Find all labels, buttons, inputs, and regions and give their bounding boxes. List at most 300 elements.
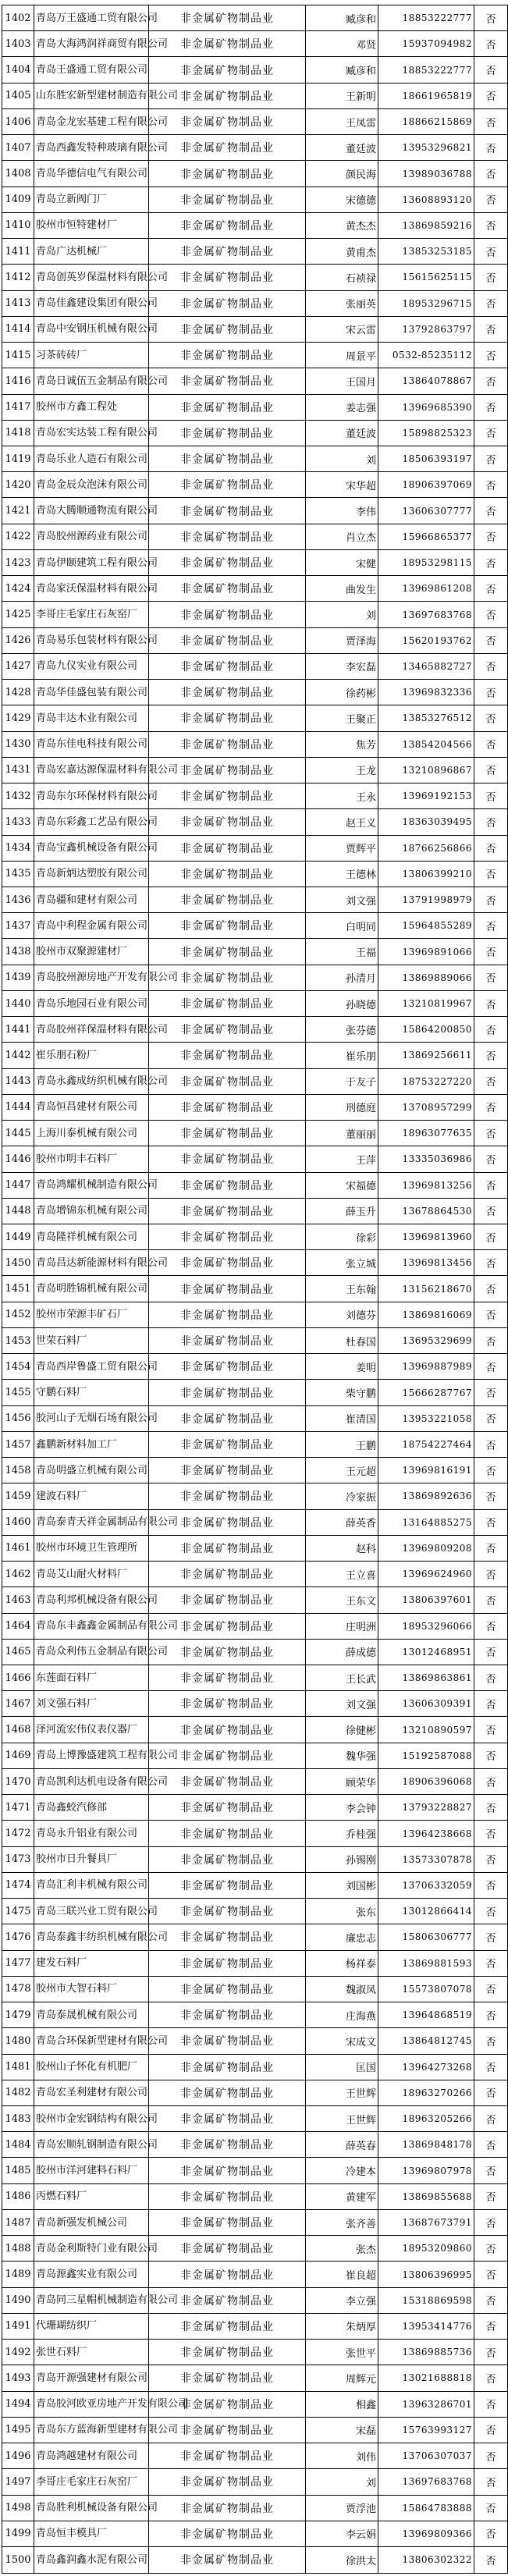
table-row — [2, 835, 508, 861]
contact-person: 王世辉 — [306, 2080, 378, 2105]
contact-phone: 15615625115 — [378, 265, 474, 290]
industry-category: 非金属矿物制品业 — [149, 239, 306, 265]
company-name: 青岛恒丰模具厂 — [34, 2521, 149, 2546]
industry-category: 非金属矿物制品业 — [149, 990, 306, 1016]
company-name: 胶州市金宏钢结构有限公司 — [34, 2105, 149, 2131]
contact-person: 董廷波 — [306, 135, 378, 161]
row-number: 1457 — [2, 1431, 34, 1457]
row-number: 1487 — [2, 2209, 34, 2235]
contact-person: 刘 — [306, 602, 378, 627]
table-row — [2, 420, 508, 446]
status-flag: 否 — [474, 2287, 508, 2313]
industry-category: 非金属矿物制品业 — [149, 1743, 306, 1768]
table-row — [2, 1872, 508, 1898]
contact-person: 肖立杰 — [306, 524, 378, 549]
industry-category: 非金属矿物制品业 — [149, 2105, 306, 2131]
company-name: 青岛明盛立机械有限公司 — [34, 1458, 149, 1483]
table-row — [2, 187, 508, 212]
contact-phone: 13806397601 — [378, 1587, 474, 1613]
industry-category: 非金属矿物制品业 — [149, 187, 306, 212]
table-body — [2, 5, 508, 2574]
contact-person: 孙清月 — [306, 965, 378, 990]
company-name: 青岛源鑫实业有限公司 — [34, 2262, 149, 2287]
contact-phone: 13012866414 — [378, 1899, 474, 1924]
contact-phone: 13953296821 — [378, 135, 474, 161]
industry-category: 非金属矿物制品业 — [149, 1872, 306, 1898]
company-name: 青岛昌达新能源材料有限公司 — [34, 1250, 149, 1276]
company-name: 青岛佳鑫建设集团有限公司 — [34, 290, 149, 316]
contact-phone: 13806302322 — [378, 2546, 474, 2573]
row-number: 1430 — [2, 731, 34, 757]
contact-phone: 13853253185 — [378, 239, 474, 265]
industry-category: 非金属矿物制品业 — [149, 2417, 306, 2443]
contact-phone: 13969685390 — [378, 394, 474, 420]
row-number: 1465 — [2, 1639, 34, 1665]
row-number: 1417 — [2, 394, 34, 420]
table-row — [2, 1458, 508, 1483]
contact-person: 张丽英 — [306, 290, 378, 316]
table-row — [2, 1043, 508, 1068]
contact-phone: 13869892636 — [378, 1483, 474, 1509]
status-flag: 否 — [474, 2054, 508, 2080]
industry-category: 非金属矿物制品业 — [149, 2495, 306, 2521]
company-name: 青岛鸿耀机械制造有限公司 — [34, 1172, 149, 1198]
table-row — [2, 653, 508, 679]
industry-category: 非金属矿物制品业 — [149, 2262, 306, 2287]
contact-person: 冷家振 — [306, 1483, 378, 1509]
contact-phone: 15966865377 — [378, 524, 474, 549]
contact-person: 黄杰杰 — [306, 212, 378, 238]
company-name: 胶州市荣源丰矿石厂 — [34, 1302, 149, 1327]
status-flag: 否 — [474, 1587, 508, 1613]
status-flag: 否 — [474, 1043, 508, 1068]
industry-category: 非金属矿物制品业 — [149, 1562, 306, 1587]
status-flag: 否 — [474, 1976, 508, 2002]
company-name: 胶州市明丰石料厂 — [34, 1146, 149, 1172]
contact-phone: 13210896867 — [378, 757, 474, 783]
contact-person: 周辉元 — [306, 2365, 378, 2391]
industry-category: 非金属矿物制品业 — [149, 265, 306, 290]
industry-category: 非金属矿物制品业 — [149, 602, 306, 627]
company-name: 李哥庄毛家庄石灰窑厂 — [34, 602, 149, 627]
row-number: 1447 — [2, 1172, 34, 1198]
industry-category: 非金属矿物制品业 — [149, 965, 306, 990]
row-number: 1464 — [2, 1613, 34, 1639]
industry-category: 非金属矿物制品业 — [149, 1509, 306, 1535]
company-name: 青岛凯利达机电设备有限公司 — [34, 1768, 149, 1794]
industry-category: 非金属矿物制品业 — [149, 498, 306, 524]
contact-phone: 13969192153 — [378, 783, 474, 809]
contact-person: 张杰 — [306, 2236, 378, 2262]
contact-phone: 13853276512 — [378, 705, 474, 731]
contact-phone: 13164885275 — [378, 1509, 474, 1535]
industry-category: 非金属矿物制品业 — [149, 1950, 306, 1976]
company-name: 青岛家沃保温材料有限公司 — [34, 576, 149, 602]
row-number: 1425 — [2, 602, 34, 627]
company-name: 青岛恒昌建材有限公司 — [34, 1094, 149, 1120]
company-name: 青岛宏圣利建材有限公司 — [34, 2080, 149, 2105]
contact-phone: 13953414776 — [378, 2313, 474, 2339]
status-flag: 否 — [474, 809, 508, 835]
contact-person: 邓贤 — [306, 31, 378, 57]
contact-phone: 13792863797 — [378, 316, 474, 342]
status-flag: 否 — [474, 705, 508, 731]
table-row — [2, 212, 508, 238]
contact-person: 宋云雷 — [306, 316, 378, 342]
status-flag: 否 — [474, 1380, 508, 1405]
contact-phone: 13608893120 — [378, 187, 474, 212]
industry-category: 非金属矿物制品业 — [149, 1405, 306, 1431]
table-row — [2, 108, 508, 134]
status-flag: 否 — [474, 265, 508, 290]
company-name: 李哥庄毛家庄石灰窑厂 — [34, 2469, 149, 2495]
contact-person: 杨祥泰 — [306, 1950, 378, 1976]
status-flag: 否 — [474, 2105, 508, 2131]
status-flag: 否 — [474, 2340, 508, 2365]
status-flag: 否 — [474, 1872, 508, 1898]
row-number: 1472 — [2, 1821, 34, 1846]
status-flag: 否 — [474, 524, 508, 549]
table-row — [2, 1846, 508, 1872]
contact-phone: 13793228827 — [378, 1795, 474, 1821]
row-number: 1473 — [2, 1846, 34, 1872]
contact-phone: 13156218670 — [378, 1276, 474, 1302]
contact-person: 张齐善 — [306, 2209, 378, 2235]
contact-phone: 15937094982 — [378, 31, 474, 57]
enterprise-table — [2, 5, 508, 2574]
table-row — [2, 135, 508, 161]
status-flag: 否 — [474, 1691, 508, 1717]
row-number: 1493 — [2, 2365, 34, 2391]
contact-person: 宋福德 — [306, 1172, 378, 1198]
row-number: 1498 — [2, 2495, 34, 2521]
status-flag: 否 — [474, 1068, 508, 1094]
table-row — [2, 990, 508, 1016]
company-name: 青岛华德信电气有限公司 — [34, 161, 149, 187]
contact-person: 宋华超 — [306, 472, 378, 498]
status-flag: 否 — [474, 627, 508, 653]
industry-category: 非金属矿物制品业 — [149, 2313, 306, 2339]
company-name: 青岛利邦机械设备有限公司 — [34, 1587, 149, 1613]
company-name: 青岛宏顺轧钢制造有限公司 — [34, 2132, 149, 2158]
table-row — [2, 2495, 508, 2521]
contact-person: 柴守鹏 — [306, 1380, 378, 1405]
status-flag: 否 — [474, 602, 508, 627]
industry-category: 非金属矿物制品业 — [149, 5, 306, 31]
industry-category: 非金属矿物制品业 — [149, 1899, 306, 1924]
industry-category: 非金属矿物制品业 — [149, 1821, 306, 1846]
table-row — [2, 2236, 508, 2262]
table-row — [2, 2080, 508, 2105]
contact-phone: 15666287767 — [378, 1380, 474, 1405]
company-name: 青岛上博豫盛建筑工程有限公司 — [34, 1743, 149, 1768]
status-flag: 否 — [474, 680, 508, 705]
row-number: 1412 — [2, 265, 34, 290]
industry-category: 非金属矿物制品业 — [149, 783, 306, 809]
table-row — [2, 2469, 508, 2495]
table-row — [2, 2158, 508, 2183]
status-flag: 否 — [474, 861, 508, 886]
industry-category: 非金属矿物制品业 — [149, 576, 306, 602]
company-name: 青岛伊颐建筑工程有限公司 — [34, 549, 149, 575]
status-flag: 否 — [474, 31, 508, 57]
company-name: 崔乐朋石粉厂 — [34, 1043, 149, 1068]
industry-category: 非金属矿物制品业 — [149, 1146, 306, 1172]
industry-category: 非金属矿物制品业 — [149, 290, 306, 316]
contact-person: 臧彦和 — [306, 5, 378, 31]
contact-phone: 13964868519 — [378, 2002, 474, 2028]
table-row — [2, 83, 508, 108]
company-name: 青岛增锦东机械有限公司 — [34, 1198, 149, 1224]
status-flag: 否 — [474, 135, 508, 161]
contact-phone: 13989036788 — [378, 161, 474, 187]
table-row — [2, 1691, 508, 1717]
status-flag: 否 — [474, 1276, 508, 1302]
contact-phone: 18963270266 — [378, 2080, 474, 2105]
contact-phone: 13806399210 — [378, 861, 474, 886]
row-number: 1411 — [2, 239, 34, 265]
table-row — [2, 1717, 508, 1743]
company-name: 青岛大海鸿润祥商贸有限公司 — [34, 31, 149, 57]
contact-phone: 18906397069 — [378, 472, 474, 498]
table-row — [2, 57, 508, 83]
row-number: 1468 — [2, 1717, 34, 1743]
table-row — [2, 1768, 508, 1794]
contact-person: 于友子 — [306, 1068, 378, 1094]
contact-phone: 13969807978 — [378, 2158, 474, 2183]
industry-category: 非金属矿物制品业 — [149, 2054, 306, 2080]
status-flag: 否 — [474, 1224, 508, 1250]
table-row — [2, 368, 508, 394]
company-name: 青岛永升铝业有限公司 — [34, 1821, 149, 1846]
table-row — [2, 472, 508, 498]
row-number: 1419 — [2, 446, 34, 471]
contact-phone: 15318869598 — [378, 2287, 474, 2313]
company-name: 青岛胶州源药业有限公司 — [34, 524, 149, 549]
industry-category: 非金属矿物制品业 — [149, 1276, 306, 1302]
row-number: 1456 — [2, 1405, 34, 1431]
company-name: 泽河流宏伟仪表仪器厂 — [34, 1717, 149, 1743]
contact-person: 薛英香 — [306, 1509, 378, 1535]
row-number: 1436 — [2, 886, 34, 912]
contact-phone: 0532-85235112 — [378, 343, 474, 368]
status-flag: 否 — [474, 1665, 508, 1691]
company-name: 青岛西鑫发特种玻璃有限公司 — [34, 135, 149, 161]
industry-category: 非金属矿物制品业 — [149, 2521, 306, 2546]
table-row — [2, 1665, 508, 1691]
contact-person: 王龙 — [306, 757, 378, 783]
status-flag: 否 — [474, 1795, 508, 1821]
table-row — [2, 2132, 508, 2158]
contact-phone: 18506393197 — [378, 446, 474, 471]
row-number: 1471 — [2, 1795, 34, 1821]
industry-category: 非金属矿物制品业 — [149, 2340, 306, 2365]
contact-person: 李会钟 — [306, 1795, 378, 1821]
status-flag: 否 — [474, 1405, 508, 1431]
table-row — [2, 2209, 508, 2235]
industry-category: 非金属矿物制品业 — [149, 2183, 306, 2209]
industry-category: 非金属矿物制品业 — [149, 2002, 306, 2028]
industry-category: 非金属矿物制品业 — [149, 939, 306, 965]
contact-person: 刘 — [306, 446, 378, 471]
status-flag: 否 — [474, 2080, 508, 2105]
row-number: 1469 — [2, 1743, 34, 1768]
row-number: 1497 — [2, 2469, 34, 2495]
contact-phone: 13869881593 — [378, 1950, 474, 1976]
contact-person: 王永 — [306, 783, 378, 809]
company-name: 胶州市双聚源建材厂 — [34, 939, 149, 965]
row-number: 1443 — [2, 1068, 34, 1094]
status-flag: 否 — [474, 446, 508, 471]
status-flag: 否 — [474, 316, 508, 342]
status-flag: 否 — [474, 1094, 508, 1120]
row-number: 1453 — [2, 1327, 34, 1353]
contact-phone: 13678864530 — [378, 1198, 474, 1224]
company-name: 青岛泰鑫丰纺织机械有限公司 — [34, 1924, 149, 1950]
table-row — [2, 316, 508, 342]
table-row — [2, 1483, 508, 1509]
contact-person: 李立强 — [306, 2287, 378, 2313]
company-name: 青岛胶州祥保温材料有限公司 — [34, 1017, 149, 1043]
industry-category: 非金属矿物制品业 — [149, 368, 306, 394]
row-number: 1475 — [2, 1899, 34, 1924]
company-name: 青岛广达机械厂 — [34, 239, 149, 265]
status-flag: 否 — [474, 653, 508, 679]
contact-phone: 18766256866 — [378, 835, 474, 861]
row-number: 1461 — [2, 1535, 34, 1561]
contact-person: 刘伟 — [306, 2443, 378, 2469]
industry-category: 非金属矿物制品业 — [149, 1431, 306, 1457]
status-flag: 否 — [474, 2236, 508, 2262]
company-name: 青岛西岸鲁盛工贸有限公司 — [34, 1354, 149, 1380]
industry-category: 非金属矿物制品业 — [149, 1846, 306, 1872]
table-row — [2, 627, 508, 653]
table-row — [2, 913, 508, 939]
row-number: 1499 — [2, 2521, 34, 2546]
industry-category: 非金属矿物制品业 — [149, 472, 306, 498]
company-name: 青岛金辰众泡沫有限公司 — [34, 472, 149, 498]
status-flag: 否 — [474, 108, 508, 134]
industry-category: 非金属矿物制品业 — [149, 861, 306, 886]
company-name: 胶州市日升餐具厂 — [34, 1846, 149, 1872]
industry-category: 非金属矿物制品业 — [149, 2365, 306, 2391]
contact-phone: 13969813256 — [378, 1172, 474, 1198]
contact-phone: 13869859216 — [378, 212, 474, 238]
status-flag: 否 — [474, 757, 508, 783]
table-row — [2, 1121, 508, 1146]
company-name: 青岛东尔环保材料有限公司 — [34, 783, 149, 809]
contact-phone: 13964273268 — [378, 2054, 474, 2080]
contact-phone: 13465882727 — [378, 653, 474, 679]
table-row — [2, 1976, 508, 2002]
status-flag: 否 — [474, 783, 508, 809]
row-number: 1460 — [2, 1509, 34, 1535]
industry-category: 非金属矿物制品业 — [149, 343, 306, 368]
industry-category: 非金属矿物制品业 — [149, 1924, 306, 1950]
row-number: 1492 — [2, 2340, 34, 2365]
company-name: 胶州市大智石料厂 — [34, 1976, 149, 2002]
table-row — [2, 1094, 508, 1120]
status-flag: 否 — [474, 1899, 508, 1924]
contact-phone: 13969813960 — [378, 1224, 474, 1250]
row-number: 1405 — [2, 83, 34, 108]
contact-phone: 18753227220 — [378, 1068, 474, 1094]
status-flag: 否 — [474, 2183, 508, 2209]
row-number: 1438 — [2, 939, 34, 965]
company-name: 丙燃石料厂 — [34, 2183, 149, 2209]
contact-person: 宋德德 — [306, 187, 378, 212]
row-number: 1431 — [2, 757, 34, 783]
company-name: 建发石料厂 — [34, 1950, 149, 1976]
contact-person: 宋成文 — [306, 2028, 378, 2054]
industry-category: 非金属矿物制品业 — [149, 2469, 306, 2495]
industry-category: 非金属矿物制品业 — [149, 835, 306, 861]
row-number: 1467 — [2, 1691, 34, 1717]
status-flag: 否 — [474, 1431, 508, 1457]
company-name: 青岛大腾顺通物流有限公司 — [34, 498, 149, 524]
contact-person: 王长武 — [306, 1665, 378, 1691]
table-row — [2, 394, 508, 420]
contact-person: 朱炳厚 — [306, 2313, 378, 2339]
row-number: 1402 — [2, 5, 34, 31]
contact-person: 王世辉 — [306, 2105, 378, 2131]
contact-phone: 13606309391 — [378, 1691, 474, 1717]
contact-phone: 18363039495 — [378, 809, 474, 835]
table-row — [2, 1924, 508, 1950]
row-number: 1483 — [2, 2105, 34, 2131]
company-name: 青岛胜利机械设备有限公司 — [34, 2495, 149, 2521]
contact-person: 王东文 — [306, 1587, 378, 1613]
row-number: 1452 — [2, 1302, 34, 1327]
row-number: 1484 — [2, 2132, 34, 2158]
company-name: 建波石料厂 — [34, 1483, 149, 1509]
contact-person: 臧彦和 — [306, 57, 378, 83]
contact-person: 张世平 — [306, 2340, 378, 2365]
industry-category: 非金属矿物制品业 — [149, 2080, 306, 2105]
row-number: 1414 — [2, 316, 34, 342]
contact-person: 颜民海 — [306, 161, 378, 187]
company-name: 青岛胶河欧亚房地产开发有限公司 — [34, 2391, 149, 2417]
company-name: 青岛立新阀门厂 — [34, 187, 149, 212]
contact-person: 廉忠志 — [306, 1924, 378, 1950]
contact-person: 孙晓德 — [306, 990, 378, 1016]
industry-category: 非金属矿物制品业 — [149, 1691, 306, 1717]
company-name: 青岛创英岁保温材料有限公司 — [34, 265, 149, 290]
industry-category: 非金属矿物制品业 — [149, 731, 306, 757]
row-number: 1476 — [2, 1924, 34, 1950]
contact-person: 薛成德 — [306, 1639, 378, 1665]
status-flag: 否 — [474, 2028, 508, 2054]
row-number: 1448 — [2, 1198, 34, 1224]
contact-phone: 15192587088 — [378, 1743, 474, 1768]
industry-category: 非金属矿物制品业 — [149, 2391, 306, 2417]
row-number: 1486 — [2, 2183, 34, 2209]
status-flag: 否 — [474, 2002, 508, 2028]
status-flag: 否 — [474, 731, 508, 757]
status-flag: 否 — [474, 1146, 508, 1172]
status-flag: 否 — [474, 1562, 508, 1587]
row-number: 1428 — [2, 680, 34, 705]
row-number: 1421 — [2, 498, 34, 524]
status-flag: 否 — [474, 1198, 508, 1224]
contact-person: 乔桂强 — [306, 1821, 378, 1846]
table-row — [2, 680, 508, 705]
company-name: 青岛日诚伍五金制品有限公司 — [34, 368, 149, 394]
table-row — [2, 1146, 508, 1172]
table-row — [2, 886, 508, 912]
status-flag: 否 — [474, 161, 508, 187]
table-row — [2, 524, 508, 549]
